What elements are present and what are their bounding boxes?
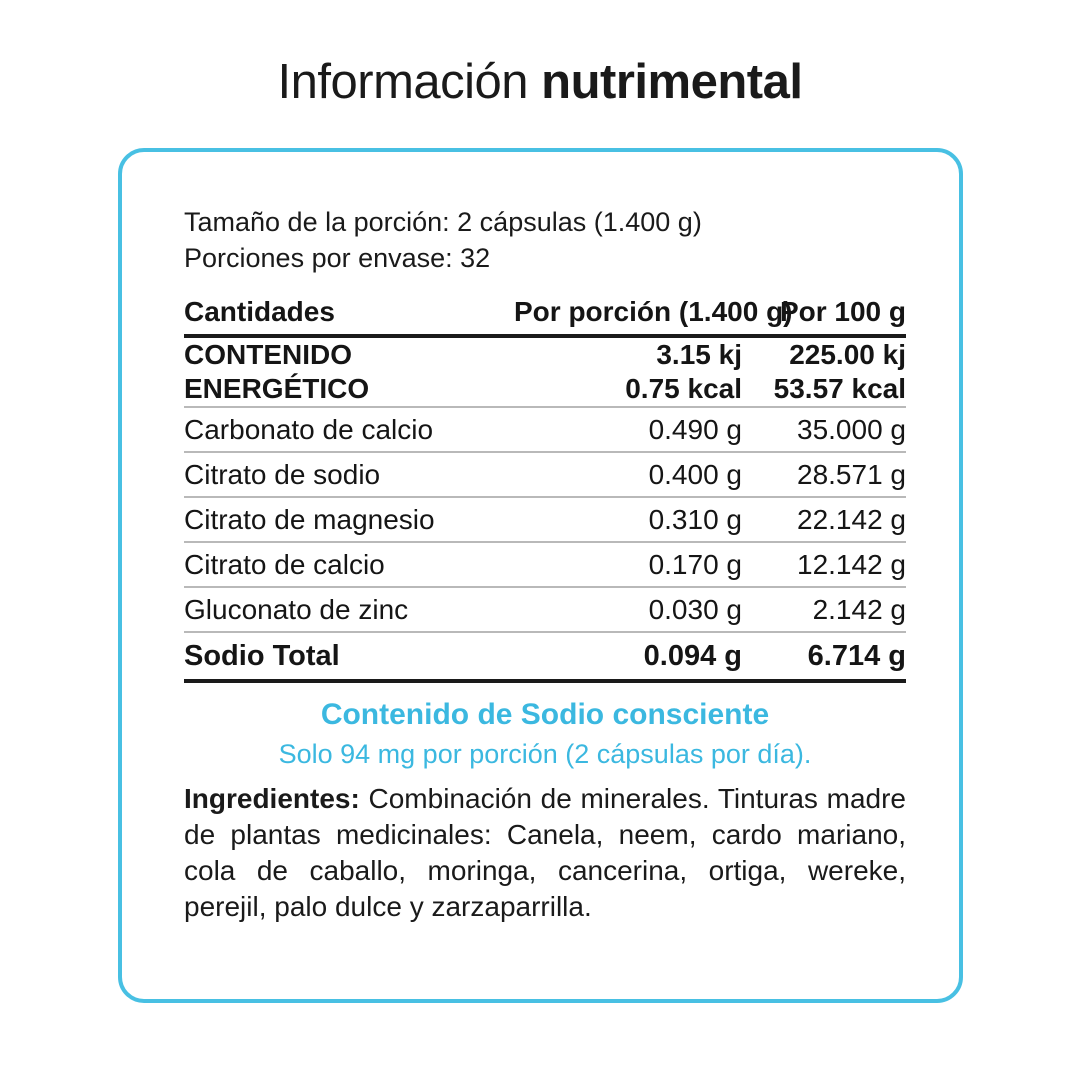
page-title-bold: nutrimental (541, 55, 803, 109)
sodium-callout-title: Contenido de Sodio consciente (320, 698, 770, 731)
row-per-100g: 35.000 g (742, 407, 906, 452)
row-name: Citrato de calcio (184, 542, 514, 587)
page-title (0, 52, 1080, 112)
ingredients-label: Ingredientes: (184, 783, 360, 814)
total-label: Sodio Total (184, 632, 514, 681)
energy-per-100g-kj: 225.00 kj (789, 339, 906, 370)
header-per-100g: Por 100 g (742, 290, 906, 336)
table-header-row (184, 290, 906, 336)
ingredients-text: Combinación de minerales. Tinturas madre de plantas medicinales: Canela, neem, cardo mariano, cola de caballo, moringa, cancerina, ortiga, wereke, perejil, palo dulce y zarzaparrilla. (184, 783, 906, 922)
row-per-100g: 22.142 g (742, 497, 906, 542)
row-per-serving: 0.400 g (514, 452, 742, 497)
header-amounts: Cantidades (184, 290, 514, 336)
total-per-serving: 0.094 g (514, 632, 742, 681)
energy-per-serving-kcal: 0.75 kcal (625, 373, 742, 404)
energy-per-serving (514, 336, 742, 407)
table-row (184, 587, 906, 632)
energy-label-line1: CONTENIDO (184, 339, 352, 370)
energy-per-serving-kj: 3.15 kj (656, 339, 742, 370)
energy-per-100g (742, 336, 906, 407)
row-per-100g: 12.142 g (742, 542, 906, 587)
row-name: Citrato de magnesio (184, 497, 514, 542)
table-row-total (184, 632, 906, 681)
row-per-100g: 28.571 g (742, 452, 906, 497)
sodium-callout-detail: Solo 94 mg por porción (2 cápsulas por día). (278, 739, 812, 769)
energy-label (184, 336, 514, 407)
nutrition-table (184, 290, 906, 683)
table-row-energy (184, 336, 906, 407)
row-per-serving: 0.310 g (514, 497, 742, 542)
row-name: Carbonato de calcio (184, 407, 514, 452)
servings-per-container-text: Porciones por envase: 32 (184, 243, 491, 273)
row-per-serving: 0.490 g (514, 407, 742, 452)
row-name: Gluconato de zinc (184, 587, 514, 632)
row-per-serving: 0.170 g (514, 542, 742, 587)
total-per-100g: 6.714 g (742, 632, 906, 681)
nutrition-card-content (184, 204, 906, 925)
table-row (184, 497, 906, 542)
table-row (184, 542, 906, 587)
sodium-callout (184, 695, 906, 773)
table-row (184, 407, 906, 452)
row-per-serving: 0.030 g (514, 587, 742, 632)
ingredients-block (184, 781, 906, 925)
nutrition-card (118, 148, 963, 1003)
table-row (184, 452, 906, 497)
portion-size-text: Tamaño de la porción: 2 cápsulas (1.400 g) (184, 207, 702, 237)
energy-label-line2: ENERGÉTICO (184, 373, 370, 404)
header-per-serving: Por porción (1.400 g) (514, 290, 742, 336)
row-name: Citrato de sodio (184, 452, 514, 497)
page-title-light: Información (277, 55, 542, 109)
energy-per-100g-kcal: 53.57 kcal (773, 373, 906, 404)
row-per-100g: 2.142 g (742, 587, 906, 632)
